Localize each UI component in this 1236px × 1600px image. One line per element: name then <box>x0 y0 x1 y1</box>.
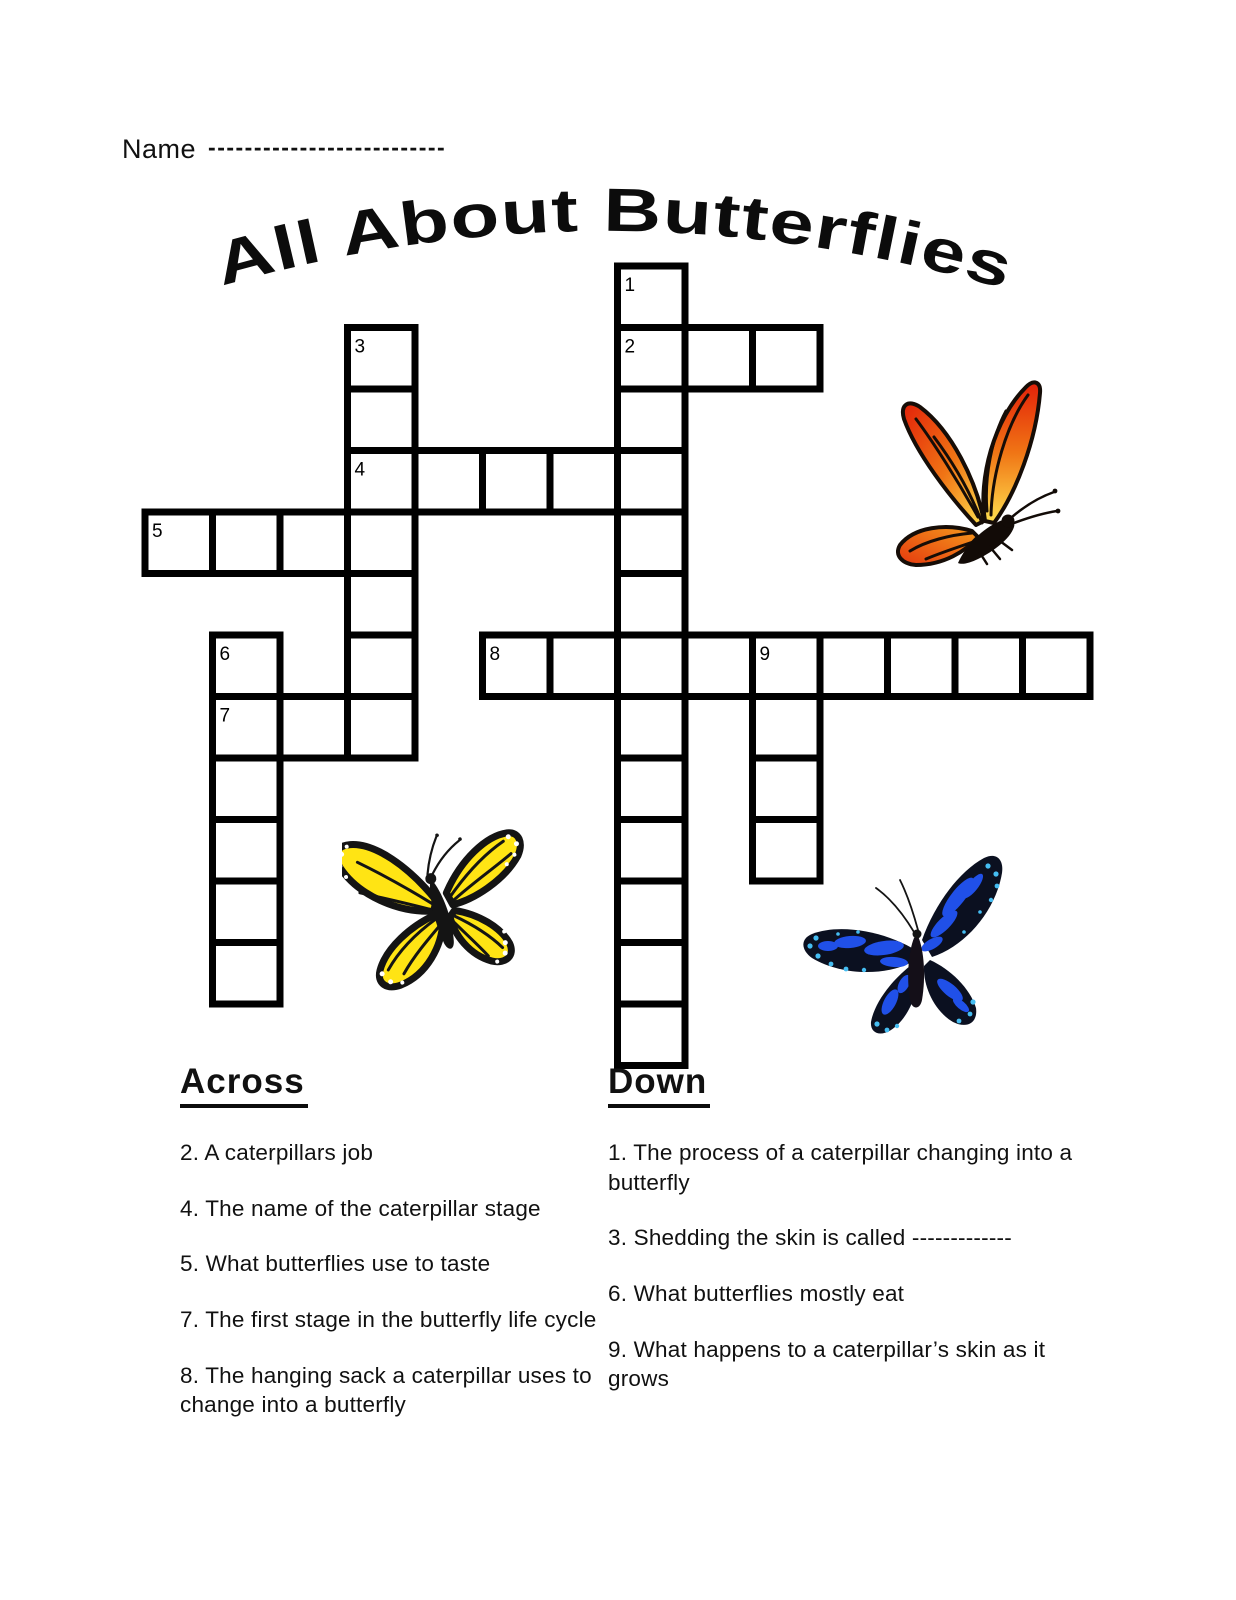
yellow-lower-right-wing <box>449 898 514 971</box>
grid-cell[interactable] <box>753 328 821 390</box>
across-clue-8 <box>180 1361 610 1420</box>
grid-cell[interactable] <box>618 389 686 451</box>
grid-cell[interactable] <box>483 451 551 513</box>
across-clue-7 <box>180 1305 610 1335</box>
grid-cell[interactable] <box>348 697 416 759</box>
down-clue-9 <box>608 1335 1086 1394</box>
yellow-upper-right-wing <box>435 830 532 906</box>
grid-cell[interactable] <box>820 635 888 697</box>
yellow-antenna <box>418 837 446 875</box>
grid-cell-number: 6 <box>219 644 231 665</box>
across-clue-4 <box>180 1194 610 1224</box>
clue-text: Shedding the skin is called ------------- <box>627 1225 1012 1251</box>
clue-text: The process of a caterpillar changing into a butterfly <box>608 1140 1073 1195</box>
grid-cell[interactable] <box>618 697 686 759</box>
across-clue-5 <box>180 1249 610 1279</box>
grid-cell[interactable] <box>955 635 1023 697</box>
clue-number: 4. <box>180 1195 200 1221</box>
grid-cell[interactable] <box>213 512 281 574</box>
grid-cell[interactable] <box>888 635 956 697</box>
down-clue-6 <box>608 1279 1086 1309</box>
grid-cell[interactable] <box>415 451 483 513</box>
clue-text: A caterpillars job <box>199 1140 374 1165</box>
clue-number: 2. <box>180 1140 200 1165</box>
down-clue-1 <box>608 1138 1086 1197</box>
grid-cell[interactable] <box>213 820 281 882</box>
across-clue-2 <box>180 1138 610 1168</box>
grid-cell[interactable] <box>618 943 686 1005</box>
clue-text: The hanging sack a caterpillar uses to change into a butterfly <box>180 1362 592 1418</box>
clue-number: 1. <box>608 1140 628 1165</box>
grid-cell[interactable] <box>213 758 281 820</box>
grid-cell[interactable] <box>685 635 753 697</box>
grid-cell[interactable] <box>618 881 686 943</box>
clue-text: The first stage in the butterfly life cycle <box>199 1307 597 1333</box>
grid-cell[interactable] <box>348 574 416 636</box>
grid-cell[interactable] <box>550 635 618 697</box>
clue-number: 6. <box>608 1281 628 1307</box>
grid-cell[interactable] <box>618 512 686 574</box>
name-label: Name <box>122 134 197 164</box>
grid-cell-number: 4 <box>354 459 366 481</box>
grid-cell-number: 8 <box>489 644 501 665</box>
grid-cell[interactable] <box>348 389 416 451</box>
across-heading: Across <box>180 1062 308 1108</box>
across-clue-list <box>180 1138 610 1420</box>
grid-cell[interactable] <box>213 881 281 943</box>
name-blank-line[interactable]: -------------------------- <box>208 134 447 160</box>
clue-text: What butterflies use to taste <box>199 1251 491 1277</box>
grid-cell-number: 9 <box>759 644 771 665</box>
grid-cell[interactable] <box>280 512 348 574</box>
grid-cell[interactable] <box>1023 635 1091 697</box>
orange-butterfly-image <box>888 375 1073 570</box>
yellow-head <box>424 872 438 886</box>
down-heading: Down <box>608 1062 710 1108</box>
grid-cell[interactable] <box>753 697 821 759</box>
grid-cell[interactable] <box>213 943 281 1005</box>
clue-number: 8. <box>180 1362 200 1388</box>
down-section <box>608 1062 1086 1420</box>
page-title: All About Butterflies <box>207 175 1011 299</box>
clue-number: 5. <box>180 1251 200 1277</box>
grid-cell-number: 7 <box>219 705 231 727</box>
blue-antenna <box>876 888 914 932</box>
orange-antenna <box>1014 511 1057 523</box>
grid-cell-number: 5 <box>152 521 163 542</box>
grid-cell[interactable] <box>550 451 618 513</box>
down-clue-list <box>608 1138 1086 1394</box>
clue-text: What butterflies mostly eat <box>627 1281 905 1307</box>
grid-cell[interactable] <box>618 574 686 636</box>
clue-number: 3. <box>608 1225 628 1251</box>
grid-cell[interactable] <box>618 820 686 882</box>
grid-cell-number: 2 <box>624 336 636 358</box>
grid-cell-number: 3 <box>354 336 366 358</box>
grid-cell[interactable] <box>618 451 686 513</box>
across-section <box>180 1062 610 1446</box>
grid-cell[interactable] <box>753 758 821 820</box>
grid-cell[interactable] <box>348 512 416 574</box>
down-clue-3 <box>608 1223 1086 1253</box>
clue-number: 9. <box>608 1336 628 1362</box>
grid-cell[interactable] <box>685 328 753 390</box>
blue-body <box>908 936 924 1008</box>
yellow-butterfly-image <box>342 808 547 998</box>
grid-cell[interactable] <box>618 1004 686 1066</box>
grid-cell[interactable] <box>618 635 686 697</box>
grid-cell[interactable] <box>348 635 416 697</box>
clue-text: What happens to a caterpillar’s skin as it grows <box>608 1336 1046 1392</box>
clue-number: 7. <box>180 1307 200 1333</box>
grid-cell[interactable] <box>280 697 348 759</box>
clue-text: The name of the caterpillar stage <box>199 1195 541 1221</box>
blue-butterfly-image <box>798 842 1030 1040</box>
grid-cell[interactable] <box>618 758 686 820</box>
grid-cell-number: 1 <box>624 275 636 296</box>
